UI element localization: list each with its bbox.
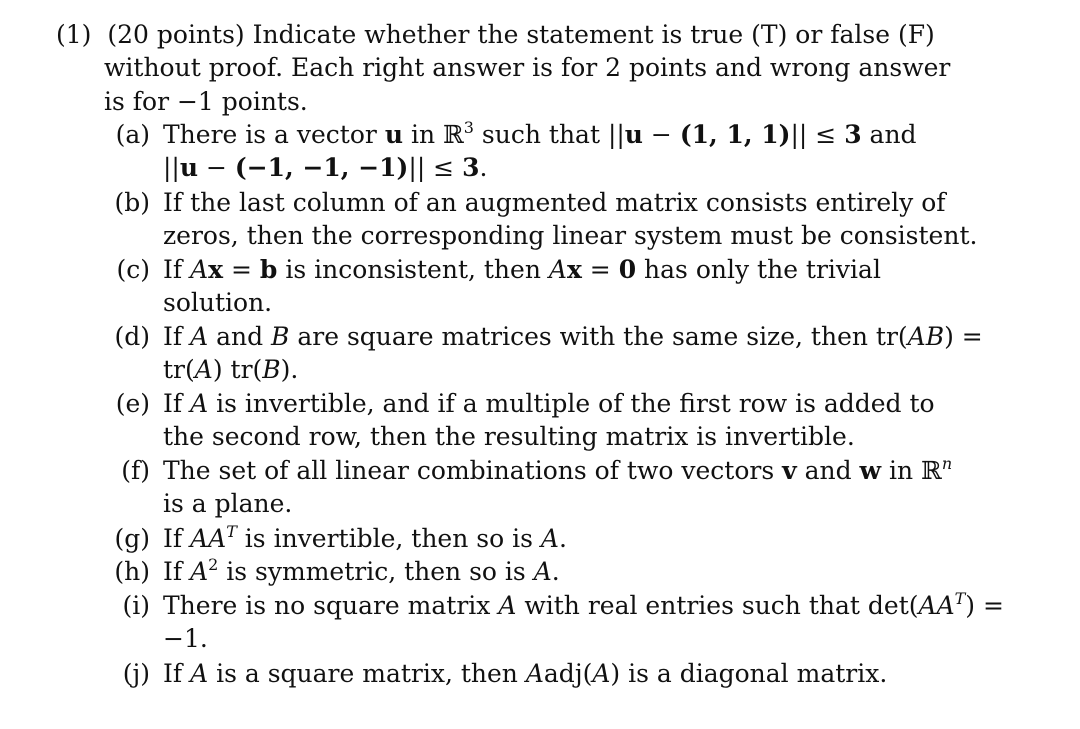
item-label-c: (c) (116, 255, 150, 284)
problem-intro-text: Indicate whether the statement is true (T) or false (F) (252, 20, 935, 49)
item-label-a: (a) (115, 120, 150, 149)
item-label-f: (f) (121, 456, 150, 485)
item-f-line-1: The set of all linear combinations of two vectors v and w in ℝ$^n$ (163, 454, 953, 485)
item-g-line-1: If $AA^T$ is invertible, then so is A. (163, 522, 567, 553)
item-i-line-2: −1. (163, 624, 208, 653)
item-label-b: (b) (114, 188, 150, 217)
problem-number: (1) (56, 20, 92, 49)
problem-points: (20 points) (107, 20, 245, 49)
item-b-line-2: zeros, then the corresponding linear system must be consistent. (163, 221, 978, 250)
problem-intro-line-3: is for −1 points. (104, 87, 308, 116)
item-f-line-2: is a plane. (163, 489, 293, 518)
item-c-line-1: If Ax = b is inconsistent, then Ax = 0 has only the trivial (163, 255, 881, 284)
item-e-line-2: the second row, then the resulting matrix is invertible. (163, 422, 855, 451)
item-c-line-2: solution. (163, 288, 273, 317)
item-j-line-1: If A is a square matrix, then Aadj(A) is a diagonal matrix. (163, 659, 888, 688)
item-a-line-2: ||u − (−1, −1, −1)|| ≤ 3. (163, 153, 488, 182)
item-b-line-1: If the last column of an augmented matrix consists entirely of (163, 188, 946, 217)
item-d-line-2: tr(A) tr(B). (163, 355, 299, 384)
item-i-line-1: There is no square matrix A with real entries such that $\det(AA^T)$ = (163, 589, 1004, 620)
item-e-line-1: If A is invertible, and if a multiple of the first row is added to (163, 389, 935, 418)
item-label-i: (i) (122, 591, 150, 620)
item-a-line-1: There is a vector u in ℝ$^3$ such that ||u − (1, 1, 1)|| ≤ 3 and (163, 118, 917, 149)
item-h-line-1: If $A^2$ is symmetric, then so is A. (163, 555, 560, 586)
problem-intro-line-2: without proof. Each right answer is for 2 points and wrong answer (104, 53, 951, 82)
item-label-g: (g) (114, 524, 150, 553)
problem-intro-line-1 (56, 18, 935, 51)
item-label-d: (d) (114, 322, 150, 351)
item-label-j: (j) (122, 659, 150, 688)
item-label-h: (h) (114, 557, 150, 586)
item-label-e: (e) (115, 389, 150, 418)
item-d-line-1: If A and B are square matrices with the same size, then tr(AB) = (163, 322, 983, 351)
